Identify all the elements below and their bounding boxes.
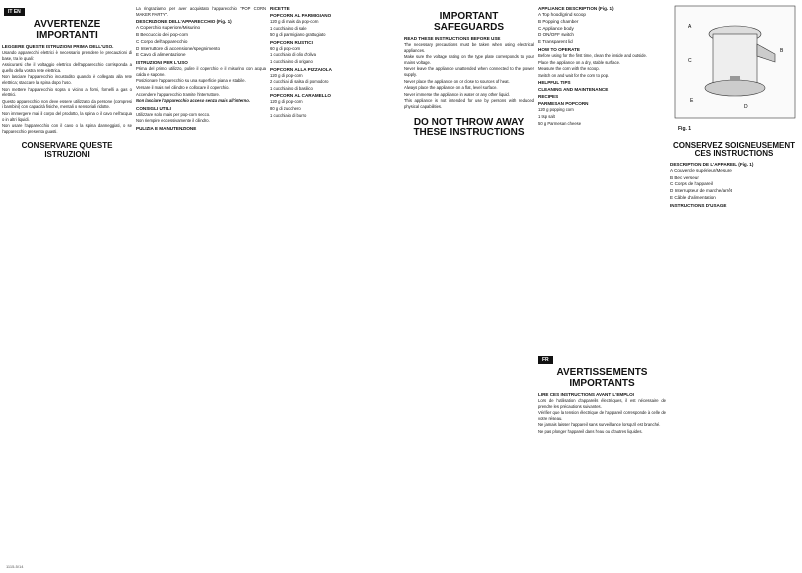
recipe-line: 120 g di mais da pop-corn	[270, 19, 319, 24]
recipe-name: POPCORN AL PARMIGIANO	[270, 13, 332, 18]
en-p: Always place the appliance on a flat, level surface.	[404, 85, 498, 91]
figure-base	[705, 80, 765, 96]
it-p3: Non mettere l'apparecchio sopra o vicino a forni, fornelli a gas o elettrici.	[2, 86, 132, 98]
it2-tip: Utilizzare solo mais per pop-corn secco.	[136, 111, 211, 117]
fr-title: AVERTISSEMENTS IMPORTANTS	[556, 367, 648, 389]
fr-part: E Câble d'alimentation	[670, 194, 716, 200]
en-lead: READ THESE INSTRUCTIONS BEFORE USE	[404, 36, 501, 41]
en-title: IMPORTANT SAFEGUARDS	[433, 11, 504, 33]
fr-instr-title: INSTRUCTIONS D'USAGE	[670, 202, 727, 208]
col-en2	[538, 0, 666, 573]
en2-step: Switch on and wait for the corn to pop.	[538, 72, 610, 78]
it2-instr-title: ISTRUZIONI PER L'USO	[136, 60, 188, 66]
letter-c: C	[688, 58, 692, 64]
en-p: The necessary precautions must be taken when using electrical appliances.	[404, 42, 534, 53]
col-en	[404, 0, 534, 573]
fr-header-block	[538, 348, 666, 436]
it-p1: Assicurarsi che il voltaggio elettrico dell'apparecchio corrisponda a quello della vostra rete elettrica.	[2, 62, 132, 73]
recipe-line: 60 g di pop-corn	[270, 45, 301, 51]
en-p: Never immerse the appliance in water or any other liquid.	[404, 91, 510, 97]
recipe-line: 1 cucchiaio di olio d'oliva	[270, 52, 316, 58]
fr-tag: FR	[538, 356, 553, 364]
it2-tips-title: CONSIGLI UTILI	[136, 105, 171, 111]
it-p2: Non lasciare l'apparecchio incustodito quando è collegato alla rete elettrica; staccare la spina dopo l'uso.	[2, 74, 132, 85]
fr-p: Ne jamais laisser l'appareil sans surveillance lorsqu'il est branché.	[538, 422, 661, 428]
it-p5: Non immergere mai il corpo del prodotto, la spina o il cavo nell'acqua o in altri liquidi.	[2, 110, 132, 122]
fr-part: B Bec verseur	[670, 174, 699, 180]
recipe-line: 1 cucchiaino di sale	[270, 25, 307, 31]
it2-part: C Corpo dell'apparecchio	[136, 38, 188, 44]
recipe-name: POPCORN ALLA PIZZAIOLA	[270, 66, 332, 72]
it-p0: Usando apparecchi elettrici è necessario prendere le precauzioni di base, tra le quali:	[2, 50, 132, 61]
en2-part: A Top hood/grind scoop	[538, 12, 586, 17]
en-p: Never leave the appliance unattended when connected to the power supply.	[404, 66, 534, 77]
it-p4: Questo apparecchio non deve essere utilizzato da persone (compresi i bambini) con capacità fisiche, mentali o sensoriali ridotte.	[2, 98, 132, 110]
it-title: AVVERTENZE IMPORTANTI	[33, 19, 101, 41]
it2-cleaning-title: PULIZIA E MANUTENZIONE	[136, 125, 197, 131]
en-dont-throw: DO NOT THROW AWAY THESE INSTRUCTIONS	[413, 116, 525, 139]
it2-desc-title: DESCRIZIONE DELL'APPARECCHIO (Fig. 1)	[136, 19, 232, 25]
it2-part: A Coperchio superiore/Misurino	[136, 25, 201, 31]
figure-switch	[730, 76, 740, 81]
fr-part: C Corps de l'appareil	[670, 181, 713, 187]
fr-p: Lors de l'utilisation d'appareils électriques, il est nécessaire de prendre les précautions suivantes.	[538, 398, 666, 409]
recipe-line: 80 g di zucchero	[270, 105, 301, 111]
recipe-name: POPCORN AL CARAMELLO	[270, 93, 331, 99]
en2-part: E Transparent lid	[538, 39, 573, 45]
recipe-name: PARMESAN POPCORN	[538, 101, 589, 107]
it-p6: Non usare l'apparecchio con il cavo o la spina danneggiati, o se l'apparecchio presenta guasti.	[2, 123, 132, 134]
en2-cleaning-title: CLEANING AND MAINTENANCE	[538, 87, 609, 93]
recipe-name: POPCORN RUSTICI	[270, 39, 313, 45]
fr-keep-title: CONSERVEZ SOIGNEUSEMENT CES INSTRUCTIONS	[672, 141, 796, 159]
it2-warning: Non lasciare l'apparecchio acceso senza mais all'interno.	[136, 98, 250, 104]
it2-part: E Cavo di alimentazione	[136, 52, 186, 58]
it2-part: B Beccuccio dei pop-corn	[136, 31, 189, 37]
col-it2	[136, 0, 266, 573]
col-it	[2, 0, 132, 573]
letter-a: A	[688, 24, 692, 30]
recipe-line: 120 g di pop-corn	[270, 72, 303, 78]
appliance-figure	[670, 4, 800, 124]
recipe-line: 120 g di pop-corn	[270, 99, 303, 105]
recipe-line: 50 g di parmigiano grattugiato	[270, 32, 326, 38]
col-it3	[270, 0, 400, 573]
it2-intro: La ringraziamo per aver acquistato l'apparecchio "POP CORN MAKER PARTY".	[136, 6, 266, 17]
en2-step: Measure the corn with the scoop.	[538, 66, 600, 72]
recipe-line: 1 cucchiaino di basilico	[270, 85, 313, 91]
recipe-line: 1 cucchiaio di burro	[270, 112, 307, 118]
fr-block	[670, 140, 798, 209]
it-lead: LEGGERE QUESTE ISTRUZIONI PRIMA DELL'USO.	[2, 44, 114, 49]
it2-step: Versare il mais nel cilindro e collocare il coperchio.	[136, 84, 230, 90]
en2-hints-title: HELPFUL TIPS	[538, 80, 571, 86]
en-p: Never place the appliance on or close to sources of heat.	[404, 78, 510, 84]
fr-part: A Couvercle supérieur/Mesure	[670, 167, 732, 173]
it-storage-title: CONSERVARE QUESTE ISTRUZIONI	[21, 141, 113, 159]
recipe-line: 1 cucchiaino di origano	[270, 58, 313, 64]
it2-part: D Interruttore di accensione/spegnimento	[136, 45, 221, 51]
fr-p: Ne pas plonger l'appareil dans l'eau ou d'autres liquides.	[538, 428, 643, 434]
page-number: 1115-5/14	[6, 564, 24, 569]
it2-step: Accendere l'apparecchio tramite l'interruttore.	[136, 91, 220, 97]
letter-b: B	[780, 48, 784, 54]
en2-part: C Appliance body	[538, 25, 574, 31]
it3-title: RICETTE	[270, 6, 290, 11]
recipe-line: 1 tsp salt	[538, 113, 555, 119]
fr-part: D Interrupteur de marche/arrêt	[670, 188, 733, 194]
recipe-line: 50 g Parmesan cheese	[538, 120, 582, 126]
recipe-line: 120 g popping corn	[538, 107, 574, 113]
letter-e: E	[690, 98, 694, 104]
en2-recipes-title: RECIPES	[538, 94, 559, 100]
letter-d: D	[744, 104, 748, 110]
fr-p: Vérifier que la tension électrique de l'appareil corresponde à celle de votre réseau.	[538, 410, 666, 421]
en2-part: D ON/OFF switch	[538, 32, 574, 38]
fr-lead: LIRE CES INSTRUCTIONS AVANT L'EMPLOI	[538, 392, 634, 397]
recipe-line: 2 cucchiai di salsa di pomodoro	[270, 79, 329, 85]
col-fr	[670, 0, 800, 573]
lang-tag: IT EN	[4, 8, 25, 16]
en2-step: Before using for the first time, clean the inside and outside.	[538, 52, 647, 58]
en2-desc-title: APPLIANCE DESCRIPTION (Fig. 1)	[538, 6, 614, 11]
it2-step: Prima del primo utilizzo, pulire il coperchio e il misurino con acqua calda e sapone.	[136, 66, 266, 77]
en2-part: B Popping chamber	[538, 18, 579, 24]
en-p: Make sure the voltage rating on the type plate corresponds to your mains voltage.	[404, 54, 534, 65]
figure-label: Fig. 1	[678, 126, 692, 132]
it2-tip: Non riempire eccessivamente il cilindro.	[136, 118, 210, 124]
en2-howto-title: HOW TO OPERATE	[538, 46, 580, 52]
en-p: This appliance is not intended for use by persons with reduced physical capabilities.	[404, 98, 534, 109]
en2-step: Place the appliance on a dry, stable surface.	[538, 59, 621, 65]
fr-desc-title: DESCRIPTION DE L'APPAREIL (Fig. 1)	[670, 161, 754, 167]
it2-step: Posizionare l'apparecchio su una superficie piana e stabile.	[136, 78, 246, 84]
